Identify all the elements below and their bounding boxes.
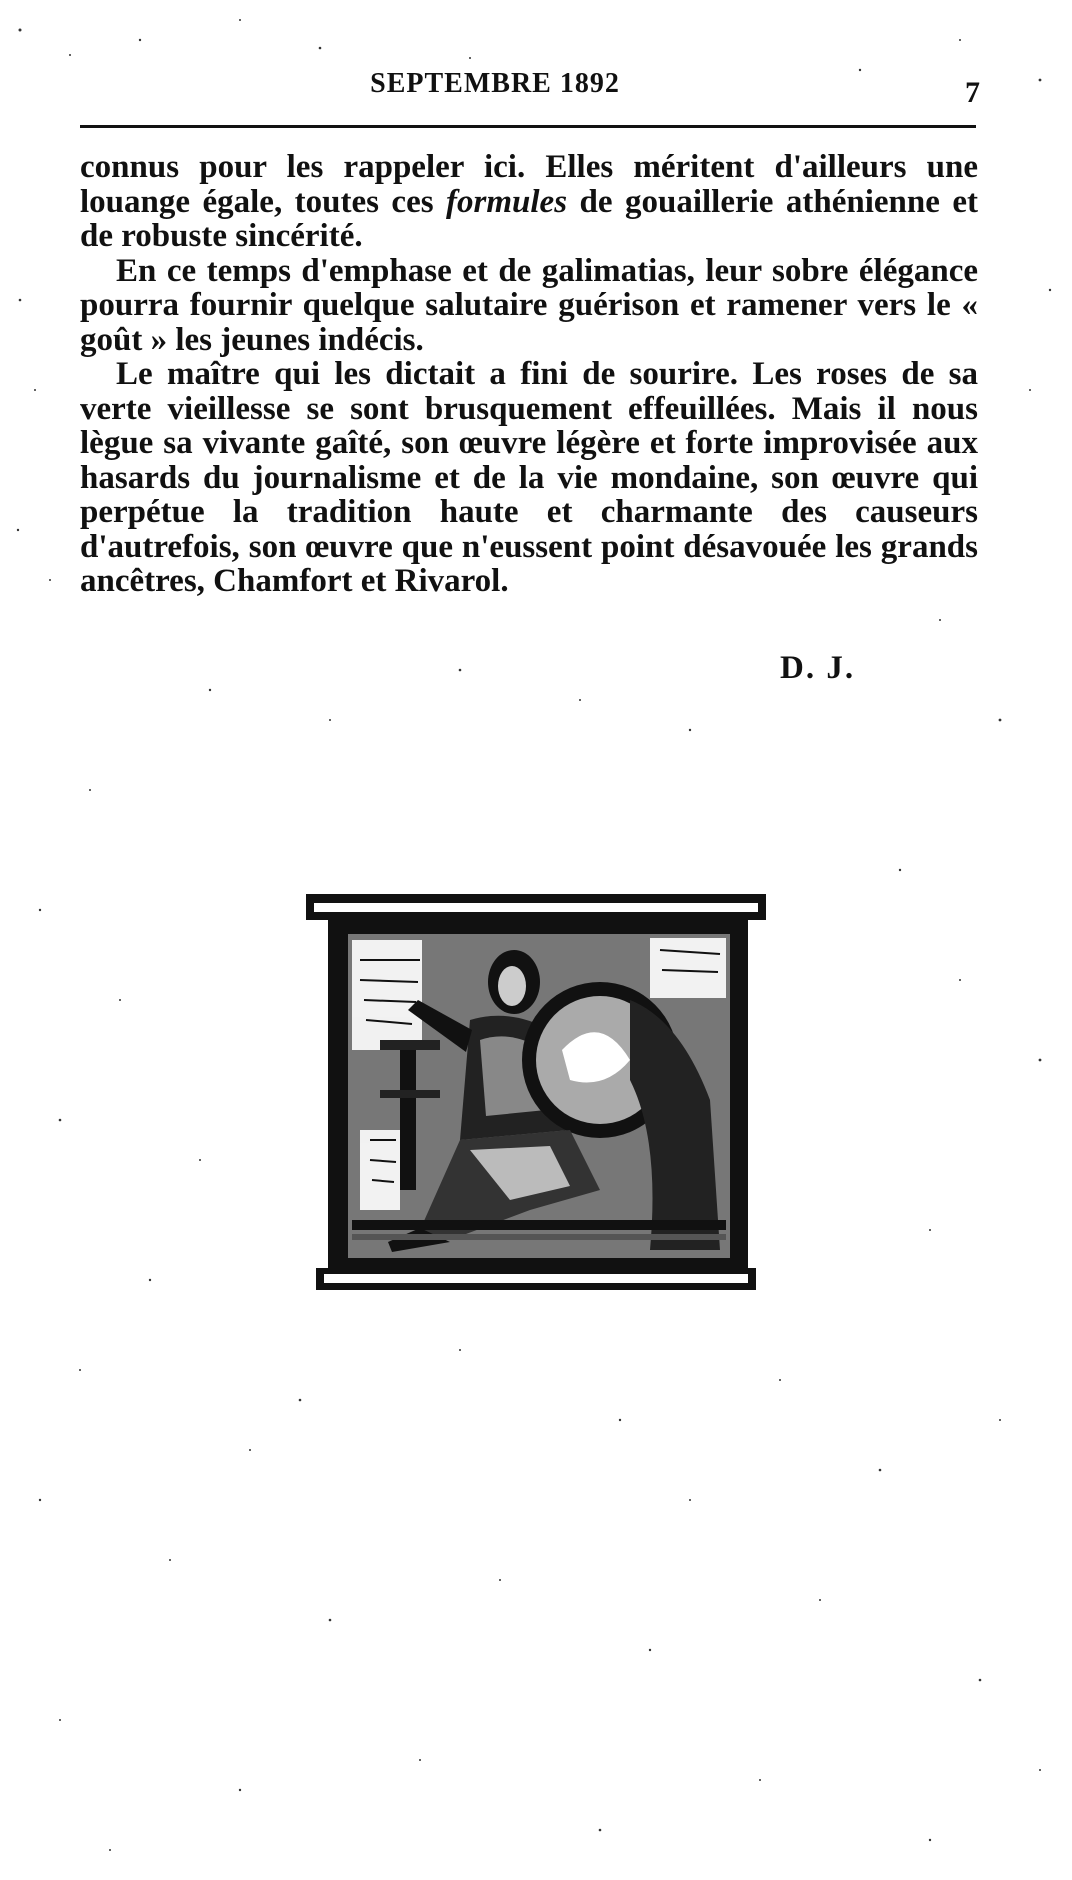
author-signature: D. J.: [780, 650, 856, 686]
page-number: 7: [965, 76, 980, 109]
paragraph-3: Le maître qui les dictait a fini de sourire. Les roses de sa verte vieillesse se sont brusquement effeuillées. Mais il nous lègue sa vivante gaîté, son œuvre légère et forte improvisée aux hasards du journalisme et de la vie mondaine, son œuvre qui perpétue la tradition haute et charmante des causeurs d'autrefois, son œuvre que n'eussent point désavouée les grands ancêtres, Chamfort et Rivarol.: [80, 356, 978, 599]
paragraph-1-text: connus pour les rappeler ici. Elles méritent d'ailleurs une louange égale, toutes ces: [80, 149, 978, 220]
emphasis-formules: formules: [446, 183, 568, 220]
running-title: SEPTEMBRE 1892: [370, 68, 620, 99]
running-head: [80, 62, 980, 122]
paragraph-1: [80, 150, 978, 254]
header-rule: [80, 125, 976, 128]
body-text: [80, 150, 978, 599]
paragraph-2: En ce temps d'emphase et de galimatias, leur sobre élégance pourra fournir quelque salutaire guérison et ramener vers le « goût » les jeunes indécis.: [80, 252, 978, 358]
engraved-vignette-image: [300, 890, 770, 1300]
paragraph-1-text-end: de gouaillerie athénienne et de robuste sincérité.: [80, 183, 978, 254]
